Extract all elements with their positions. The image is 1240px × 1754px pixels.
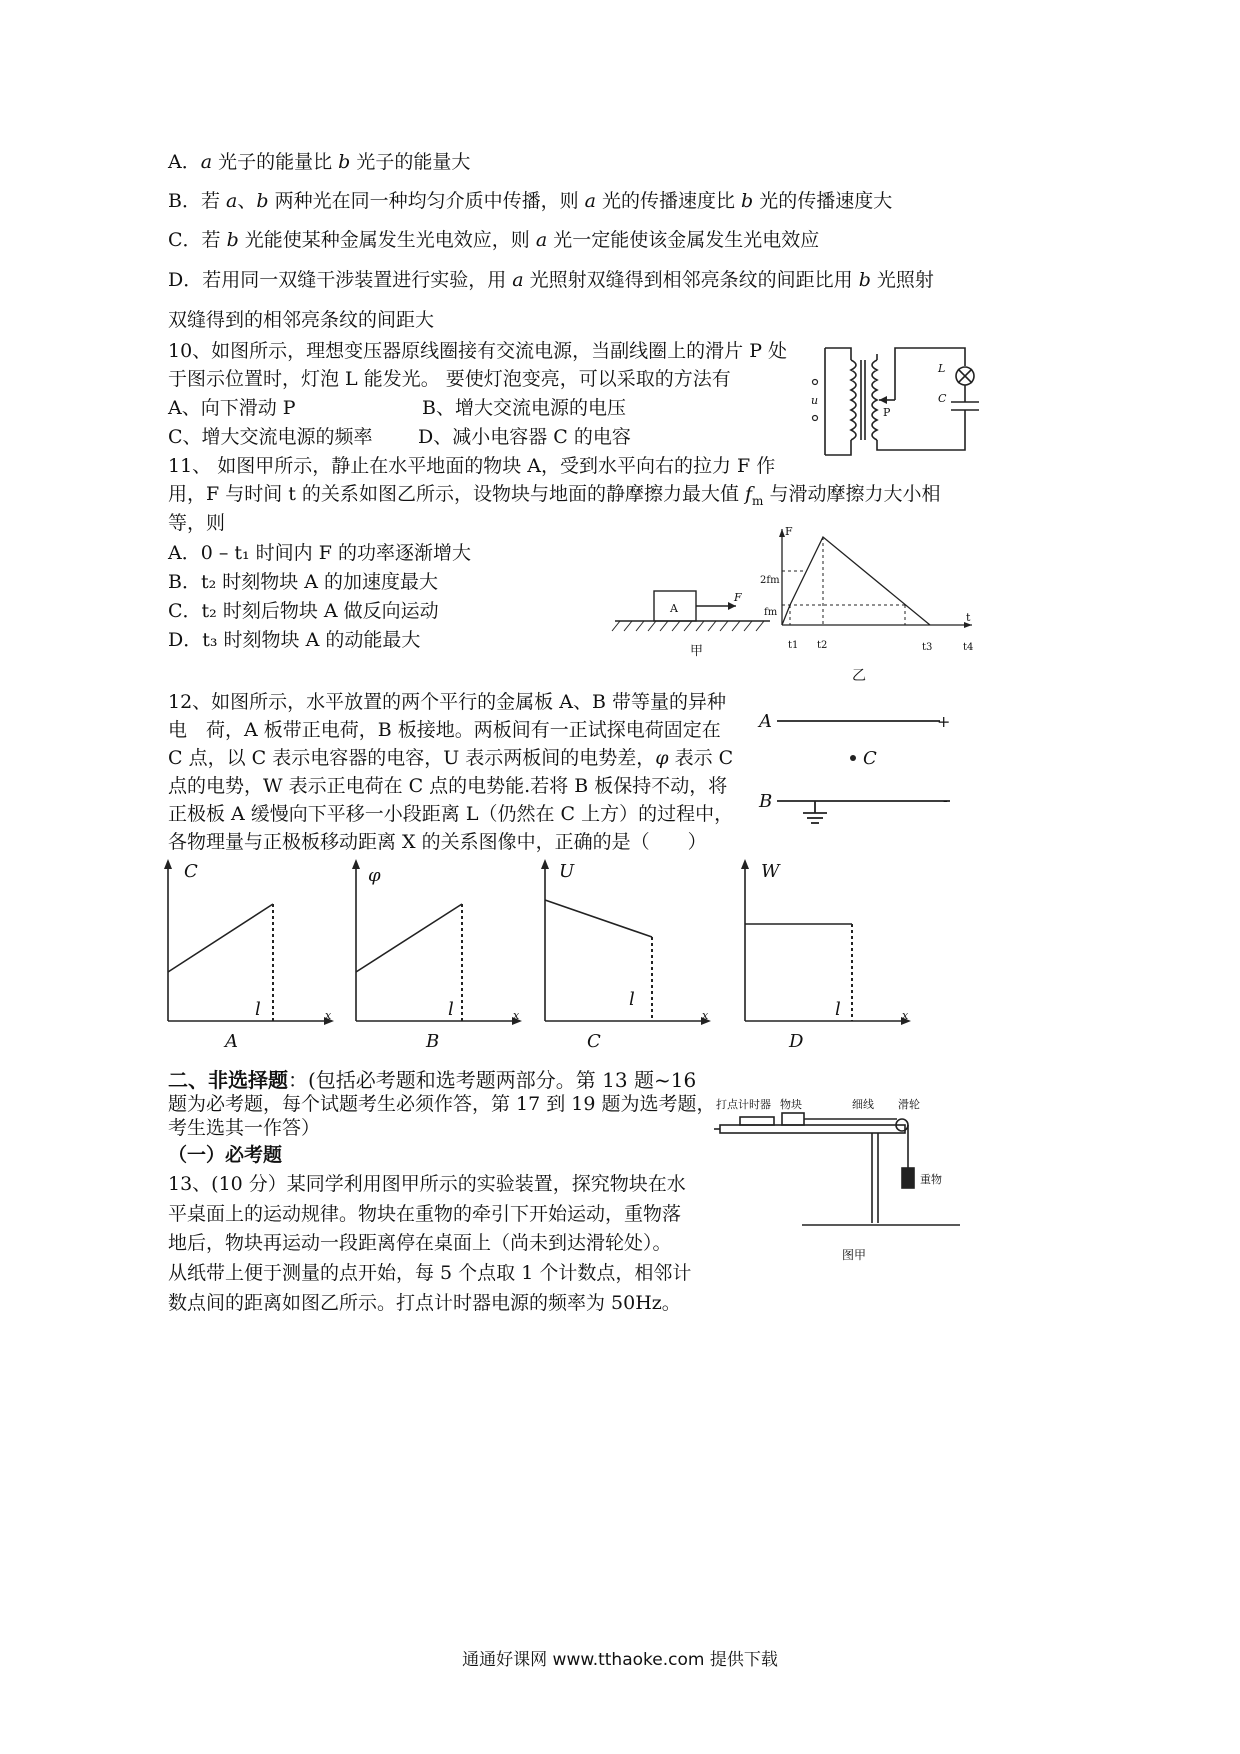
graph-a-y-label: C <box>184 861 198 882</box>
q9-option-c: C．若 b 光能使某种金属发生光电效应，则 a 光一定能使该金属发生光电效应 <box>168 229 820 251</box>
q12-stem-line5: 正极板 A 缓慢向下平移一小段距离 L（仍然在 C 上方）的过程中， <box>168 803 734 825</box>
q10-option-b: B、增大交流电源的电压 <box>422 397 626 419</box>
q13-line4: 从纸带上便于测量的点开始，每 5 个点取 1 个计数点，相邻计 <box>168 1262 692 1284</box>
graph-c-x-label: x <box>702 1009 709 1022</box>
graph-b-x-label: x <box>513 1009 520 1022</box>
q12-stem-line3: C 点，以 C 表示电容器的电容，U 表示两板间的电势差，φ 表示 C <box>168 747 734 769</box>
q12-stem-line1: 12、如图所示，水平放置的两个平行的金属板 A、B 带等量的异种 <box>168 691 726 713</box>
part2-heading: 二、非选择题：(包括必考题和选考题两部分。第 13 题~16 <box>168 1068 697 1092</box>
q11-stem-line2: 用，F 与时间 t 的关系如图乙所示，设物块与地面的静摩擦力最大值 $f_m$ 与滑动摩擦力大小相 <box>168 483 941 508</box>
part2-desc-line3: 考生选其一作答） <box>168 1117 321 1139</box>
tick-t2-label: t2 <box>817 640 828 651</box>
q11-stem-line1: 11、 如图甲所示，静止在水平地面的物块 A，受到水平向右的拉力 F 作 <box>168 455 776 477</box>
q9-option-d-line2: 双缝得到的相邻亮条纹的间距大 <box>168 309 435 331</box>
q13-line1: 13、(10 分）某同学利用图甲所示的实验装置，探究物块在水 <box>168 1173 686 1195</box>
force-f-label: F <box>734 591 742 604</box>
pulley-label: 滑轮 <box>898 1098 920 1111</box>
axis-t-label: t <box>966 611 971 624</box>
q9-option-d: D．若用同一双缝干涉装置进行实验，用 a 光照射双缝得到相邻亮条纹的间距比用 b 光照射 <box>168 269 934 291</box>
q9-option-a: A．a 光子的能量比 b 光子的能量大 <box>168 151 471 173</box>
graph-d-y-label: W <box>761 861 780 882</box>
q13-line2: 平桌面上的运动规律。物块在重物的牵引下开始运动，重物落 <box>168 1203 682 1225</box>
plate-a-plus-sign: + <box>937 712 951 731</box>
q12-stem-line2: 电 荷，A 板带正电荷，B 板接地。两板间有一正试探电荷固定在 <box>168 719 721 741</box>
weight-label: 重物 <box>920 1173 942 1186</box>
graph-option-b <box>338 855 528 1055</box>
figure-yi-force-time-graph <box>760 525 985 690</box>
part2-subheading: （一）必考题 <box>168 1144 283 1166</box>
tick-t4-label: t4 <box>963 642 974 653</box>
part2-desc-line2: 题为必考题，每个试题考生必须作答，第 17 到 19 题为选考题， <box>168 1093 716 1115</box>
tick-fm-label: fm <box>764 607 778 618</box>
graph-d-l-mark: l <box>835 999 841 1020</box>
apparatus-figure-jia <box>712 1093 972 1268</box>
block-a-label: A <box>670 602 678 615</box>
timer-label: 打点计时器 <box>716 1098 771 1111</box>
lamp-l-label: L <box>938 362 946 375</box>
block-label: 物块 <box>780 1098 802 1111</box>
graph-b-option-label: B <box>426 1031 440 1052</box>
tick-t3-label: t3 <box>922 642 933 653</box>
graph-c-l-mark: l <box>629 989 635 1010</box>
q12-stem-line4: 点的电势，W 表示正电荷在 C 点的电势能.若将 B 板保持不动，将 <box>168 775 728 797</box>
graph-option-d <box>727 855 917 1055</box>
point-c-label: C <box>863 748 877 769</box>
q9-option-b: B．若 a、b 两种光在同一种均匀介质中传播，则 a 光的传播速度比 b 光的传播速度大 <box>168 190 893 212</box>
graph-b-l-mark: l <box>448 999 454 1020</box>
q11-option-d: D．t₃ 时刻物块 A 的动能最大 <box>168 629 421 651</box>
capacitor-plates-figure <box>755 705 955 830</box>
graph-c-y-label: U <box>559 861 575 882</box>
figure-yi-caption: 乙 <box>852 668 866 684</box>
q11-option-a: A．0 – t₁ 时间内 F 的功率逐渐增大 <box>168 542 471 564</box>
q10-stem-line2: 于图示位置时，灯泡 L 能发光。 要使灯泡变亮，可以采取的方法有 <box>168 368 731 390</box>
q10-option-c: C、增大交流电源的频率 <box>168 426 373 448</box>
graph-d-x-label: x <box>902 1009 909 1022</box>
tick-2fm-label: 2fm <box>760 575 780 586</box>
q11-option-c: C．t₂ 时刻后物块 A 做反向运动 <box>168 600 439 622</box>
graph-c-option-label: C <box>587 1031 601 1052</box>
string-label: 细线 <box>852 1098 874 1111</box>
capacitor-c-label: C <box>938 392 947 405</box>
q11-option-b: B．t₂ 时刻物块 A 的加速度最大 <box>168 571 439 593</box>
graph-a-x-label: x <box>325 1009 332 1022</box>
figure-jia-caption: 甲 <box>690 644 704 659</box>
axis-f-label: F <box>785 525 793 538</box>
apparatus-caption: 图甲 <box>842 1248 867 1262</box>
graph-a-option-label: A <box>225 1031 238 1052</box>
plate-a-label: A <box>759 711 772 732</box>
plate-b-minus-sign: - <box>943 793 948 809</box>
q10-stem-line1: 10、如图所示，理想变压器原线圈接有交流电源，当副线圈上的滑片 P 处 <box>168 340 788 362</box>
q13-line3: 地后，物块再运动一段距离停在桌面上（尚未到达滑轮处）。 <box>168 1232 672 1254</box>
q10-option-a: A、向下滑动 P <box>168 397 296 419</box>
graph-d-option-label: D <box>789 1031 804 1052</box>
graph-option-c <box>527 855 717 1055</box>
figure-jia-block-on-ground <box>610 585 770 665</box>
graph-option-a <box>150 855 340 1055</box>
q11-stem-line3: 等，则 <box>168 512 226 534</box>
page-footer: 通通好课网 www.tthaoke.com 提供下载 <box>462 1650 778 1670</box>
slider-p-label: P <box>883 406 891 419</box>
transformer-circuit-figure <box>805 340 985 460</box>
q12-stem-line6: 各物理量与正极板移动距离 X 的关系图像中，正确的是（ ） <box>168 831 707 853</box>
graph-b-y-label: φ <box>368 865 381 886</box>
q10-option-d: D、减小电容器 C 的电容 <box>418 426 631 448</box>
graph-a-l-mark: l <box>255 999 261 1020</box>
source-u-label: u <box>811 394 819 407</box>
tick-t1-label: t1 <box>788 640 799 651</box>
plate-b-label: B <box>759 791 773 812</box>
q13-line5: 数点间的距离如图乙所示。打点计时器电源的频率为 50Hz。 <box>168 1292 681 1314</box>
